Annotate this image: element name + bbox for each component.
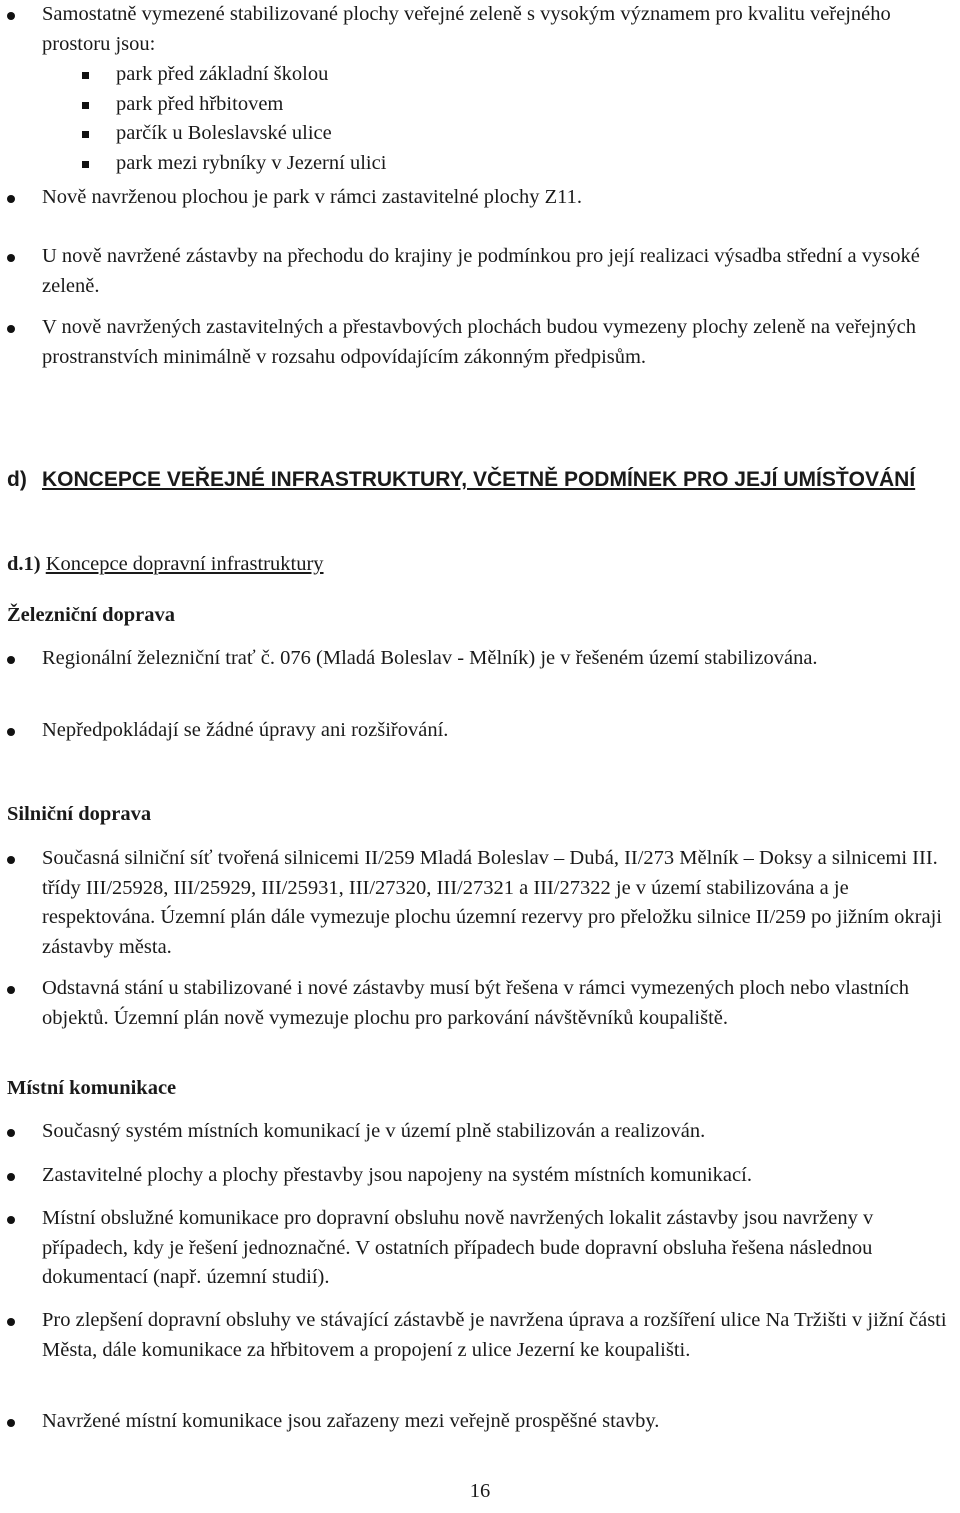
green-bullet: Nově navrženou plochou je park v rámci zastavitelné plochy Z11.	[42, 186, 583, 208]
road-heading: Silniční doprava	[7, 803, 152, 825]
bullet-dot-icon	[7, 1419, 15, 1427]
bullet-dot-icon	[7, 856, 15, 864]
local-bullet: Současný systém místních komunikací je v území plně stabilizován a realizován.	[42, 1120, 706, 1142]
section-d1-heading	[7, 550, 324, 580]
section-d1-title: Koncepce dopravní infrastruktury	[45, 553, 324, 575]
local-bullet: Místní obslužné komunikace pro dopravní obsluhu nově navržených lokalit zástavby jsou navrženy v případech, kdy je řešení jednoznačné. V ostatních případech bude dopravní obsluha řešena následnou dokumentací (např. územní studií).	[42, 1207, 874, 1288]
bullet-dot-icon	[7, 195, 15, 203]
bullet-dot-icon	[7, 1318, 15, 1326]
section-d1-number: d.1)	[7, 553, 41, 575]
local-bullet: Navržené místní komunikace jsou zařazeny mezi veřejně prospěšné stavby.	[42, 1410, 660, 1432]
park-item: park před hřbitovem	[116, 93, 284, 115]
local-heading: Místní komunikace	[7, 1077, 177, 1099]
local-bullet: Pro zlepšení dopravní obsluhy ve stávající zástavbě je navržena úprava a rozšíření ulice Na Tržišti v jižní části Města, dále komunikace za hřbitovem a propojení z ulice Jezerní ke koupališti.	[42, 1309, 947, 1361]
bullet-dot-icon	[7, 728, 15, 736]
rail-bullet: Regionální železniční trať č. 076 (Mladá Boleslav - Mělník) je v řešeném území stabilizována.	[42, 647, 818, 669]
page-number: 16	[469, 1480, 491, 1502]
park-item: parčík u Boleslavské ulice	[116, 122, 332, 144]
section-d-heading	[7, 465, 947, 494]
bullet-dot-icon	[7, 1216, 15, 1224]
bullet-dot-icon	[7, 325, 15, 333]
square-bullet-icon	[82, 72, 89, 79]
local-bullet: Zastavitelné plochy a plochy přestavby jsou napojeny na systém místních komunikací.	[42, 1164, 752, 1186]
bullet-dot-icon	[7, 656, 15, 664]
rail-bullet: Nepředpokládají se žádné úpravy ani rozšiřování.	[42, 719, 449, 741]
square-bullet-icon	[82, 102, 89, 109]
bullet-dot-icon	[7, 1129, 15, 1137]
rail-heading: Železniční doprava	[7, 604, 175, 626]
bullet-dot-icon	[7, 254, 15, 262]
park-item: park před základní školou	[116, 63, 329, 85]
bullet-dot-icon	[7, 986, 15, 994]
square-bullet-icon	[82, 161, 89, 168]
bullet-dot-icon	[7, 12, 15, 20]
section-d-label: d)	[7, 468, 27, 491]
bullet-dot-icon	[7, 1173, 15, 1181]
road-bullet: Současná silniční síť tvořená silnicemi II/259 Mladá Boleslav – Dubá, II/273 Mělník – Doksy a silnicemi III. třídy III/25928, III/25929, III/25931, III/27320, III/27321 a III/27322 je v území stabilizována a je respektována. Územní plán dále vymezuje plochu územní rezervy pro přeložku silnice II/259 po jižním okraji zástavby města.	[42, 847, 942, 958]
green-bullet: V nově navržených zastavitelných a přestavbových plochách budou vymezeny plochy zeleně na veřejných prostranstvích minimálně v rozsahu odpovídajícím zákonným předpisům.	[42, 316, 916, 368]
park-item: park mezi rybníky v Jezerní ulici	[116, 152, 387, 174]
section-d-title: KONCEPCE VEŘEJNÉ INFRASTRUKTURY, VČETNĚ PODMÍNEK PRO JEJÍ UMÍSŤOVÁNÍ	[42, 468, 916, 491]
intro-bullet: Samostatně vymezené stabilizované plochy veřejné zeleně s vysokým významem pro kvalitu veřejného prostoru jsou:	[42, 3, 891, 55]
green-bullet: U nově navržené zástavby na přechodu do krajiny je podmínkou pro její realizaci výsadba střední a vysoké zeleně.	[42, 245, 920, 297]
square-bullet-icon	[82, 131, 89, 138]
road-bullet: Odstavná stání u stabilizované i nové zástavby musí být řešena v rámci vymezených ploch nebo vlastních objektů. Územní plán nově vymezuje plochu pro parkování návštěvníků koupaliště.	[42, 977, 910, 1029]
